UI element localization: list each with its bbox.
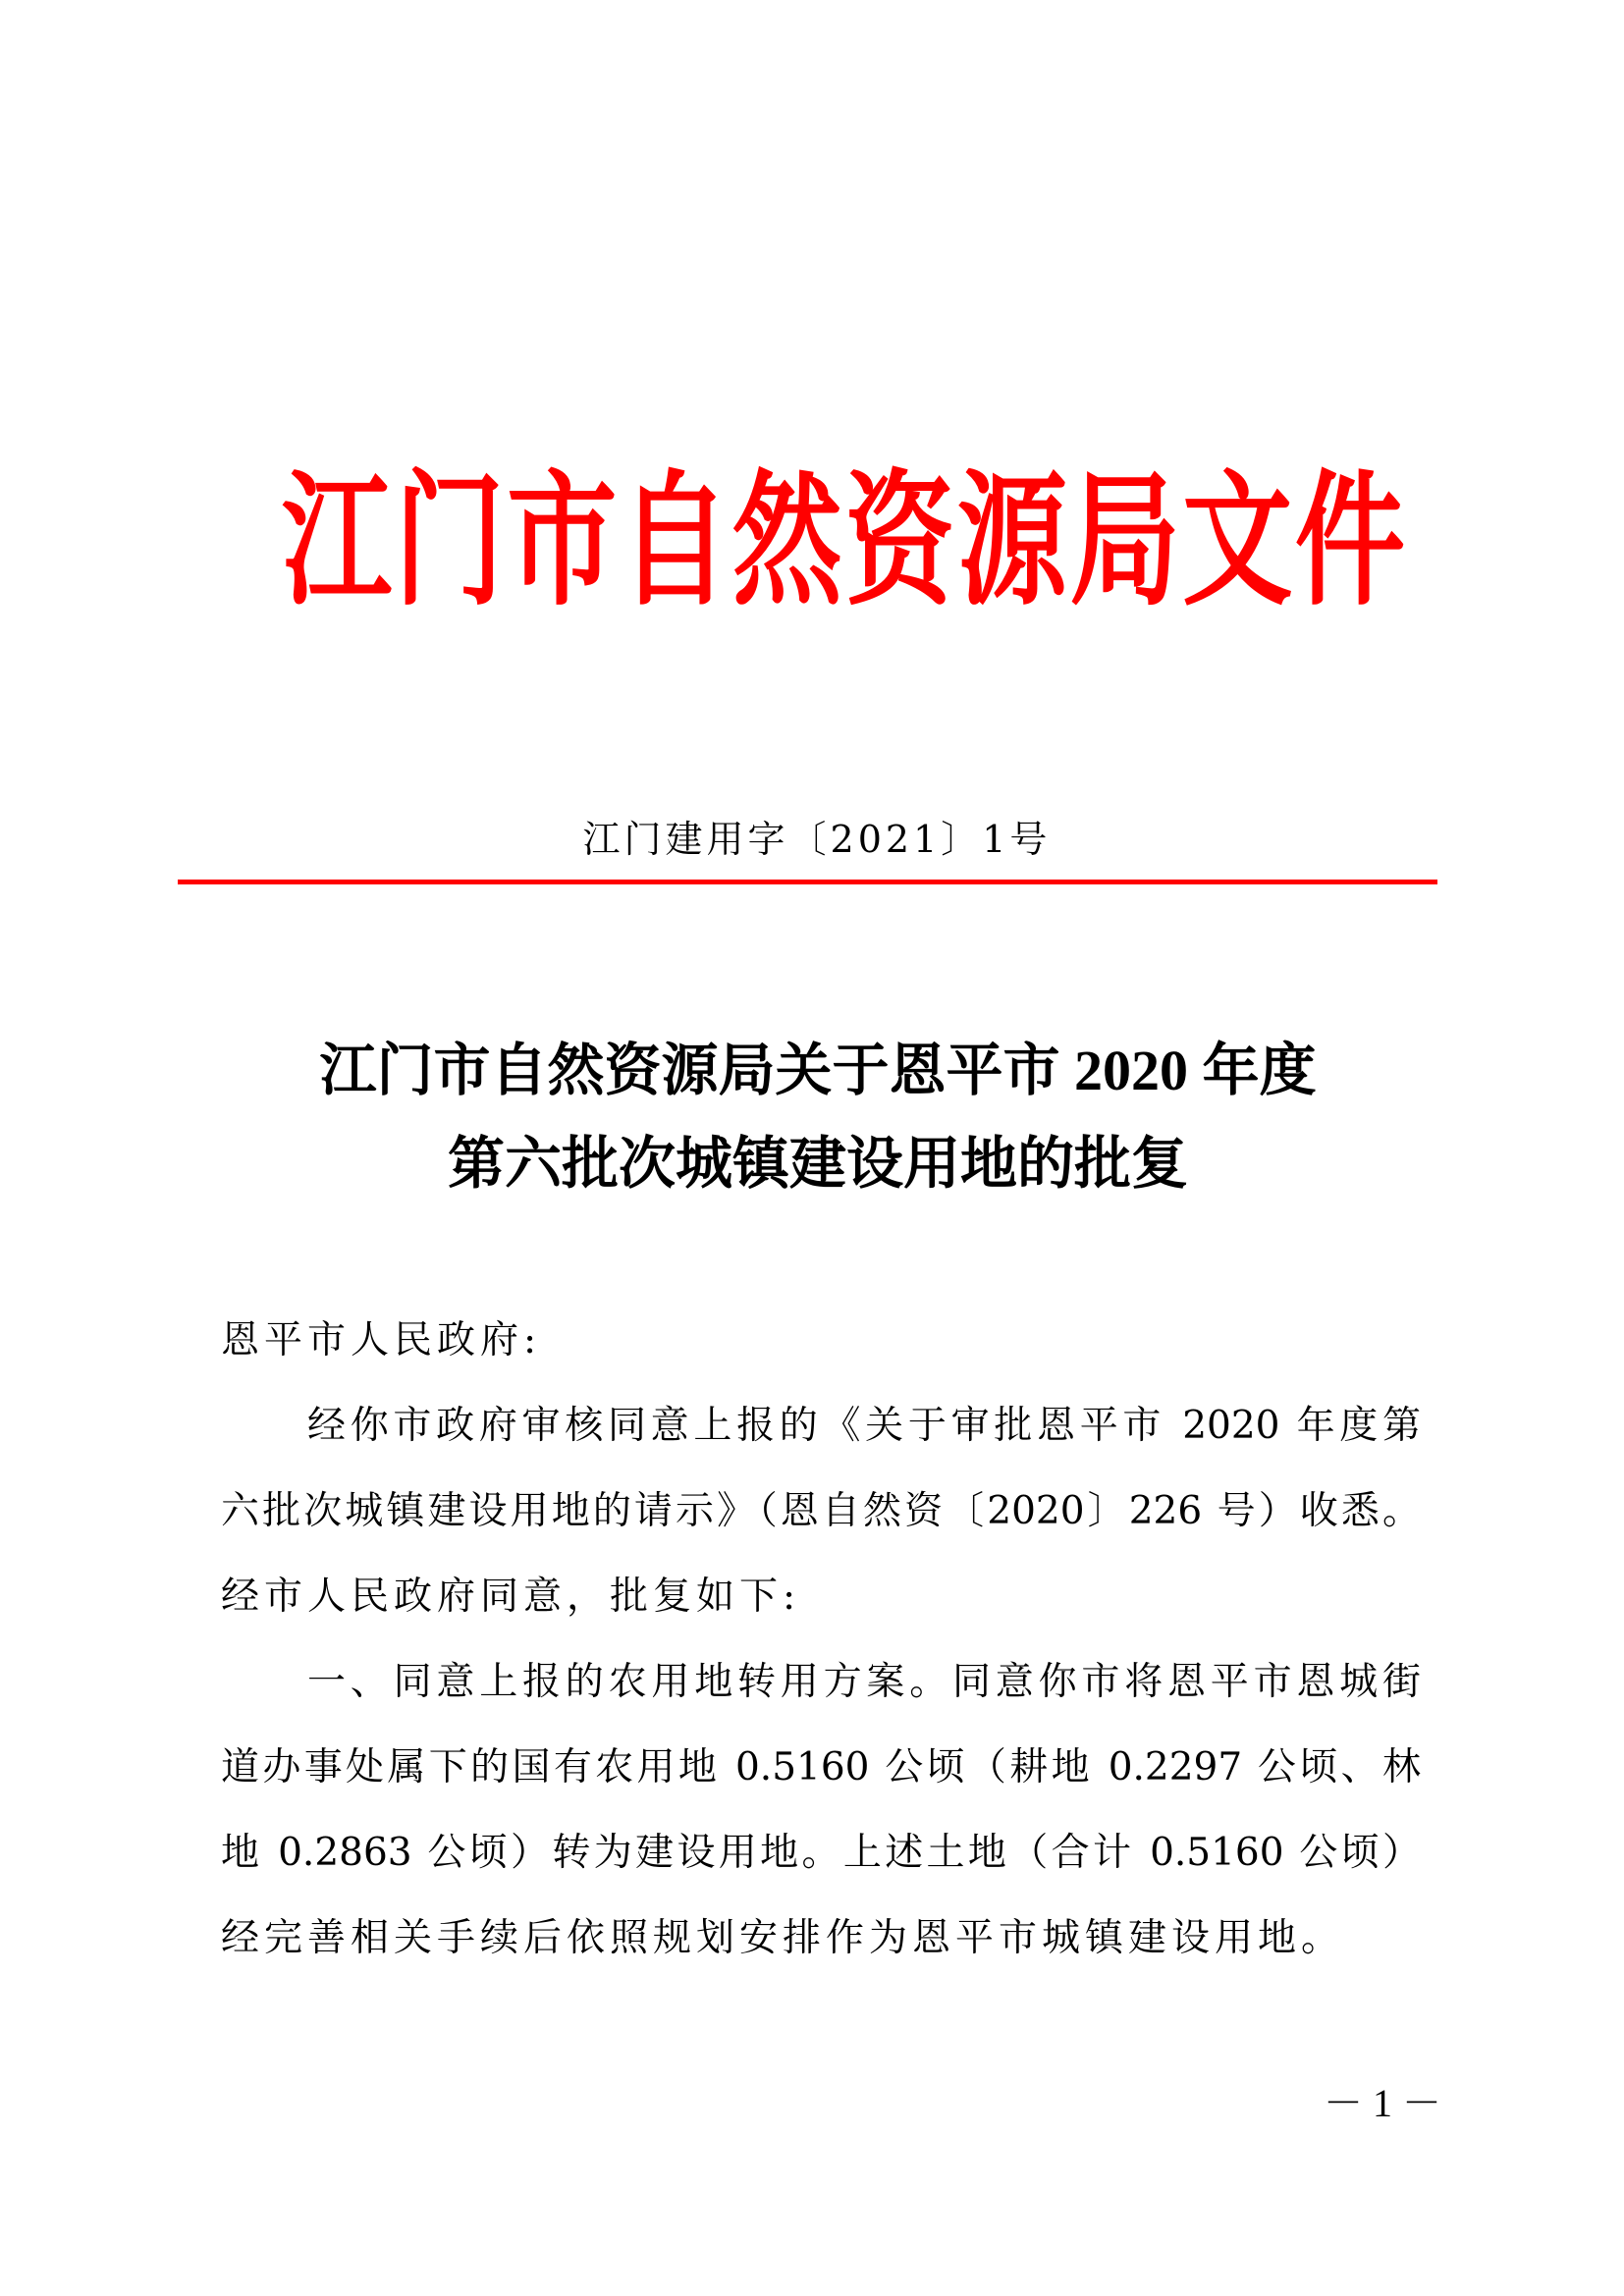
body-line: 六批次城镇建设用地的请示》（恩自然资〔2020〕226 号）收悉。	[221, 1489, 1421, 1533]
masthead-char: 源	[956, 455, 1067, 626]
body-line: 经你市政府审核同意上报的《关于审批恩平市 2020 年度第	[307, 1404, 1421, 1448]
masthead-char: 市	[507, 455, 618, 626]
masthead-char: 资	[844, 455, 955, 626]
document-title	[0, 1024, 1624, 1210]
document-body	[221, 1298, 1421, 1981]
masthead-char: 江	[282, 455, 392, 626]
masthead-char: 文	[1182, 455, 1293, 626]
masthead-char: 然	[731, 455, 842, 626]
red-divider-rule	[178, 880, 1437, 884]
body-line: 道办事处属下的国有农用地 0.5160 公顷（耕地 0.2297 公顷、林	[221, 1745, 1421, 1789]
salutation: 恩平市人民政府:	[221, 1318, 542, 1362]
issuer-masthead	[282, 455, 1405, 636]
body-line: 经市人民政府同意，批复如下:	[221, 1575, 801, 1619]
body-line: 地 0.2863 公顷）转为建设用地。上述土地（合计 0.5160 公顷）	[221, 1831, 1421, 1875]
body-line: 经完善相关手续后依照规划安排作为恩平市城镇建设用地。	[221, 1916, 1345, 1960]
masthead-char: 自	[619, 455, 730, 626]
document-number: 江门建用字〔2021〕1号	[582, 818, 1052, 861]
title-line-1: 江门市自然资源局关于恩平市 2020 年度	[319, 1039, 1317, 1102]
title-line-2: 第六批次城镇建设用地的批复	[447, 1132, 1188, 1196]
body-line: 一、同意上报的农用地转用方案。同意你市将恩平市恩城街	[307, 1660, 1421, 1704]
masthead-char: 件	[1294, 455, 1405, 626]
masthead-char: 局	[1069, 455, 1180, 626]
masthead-char: 门	[394, 455, 505, 626]
page-number: － 1 －	[1324, 2081, 1441, 2125]
